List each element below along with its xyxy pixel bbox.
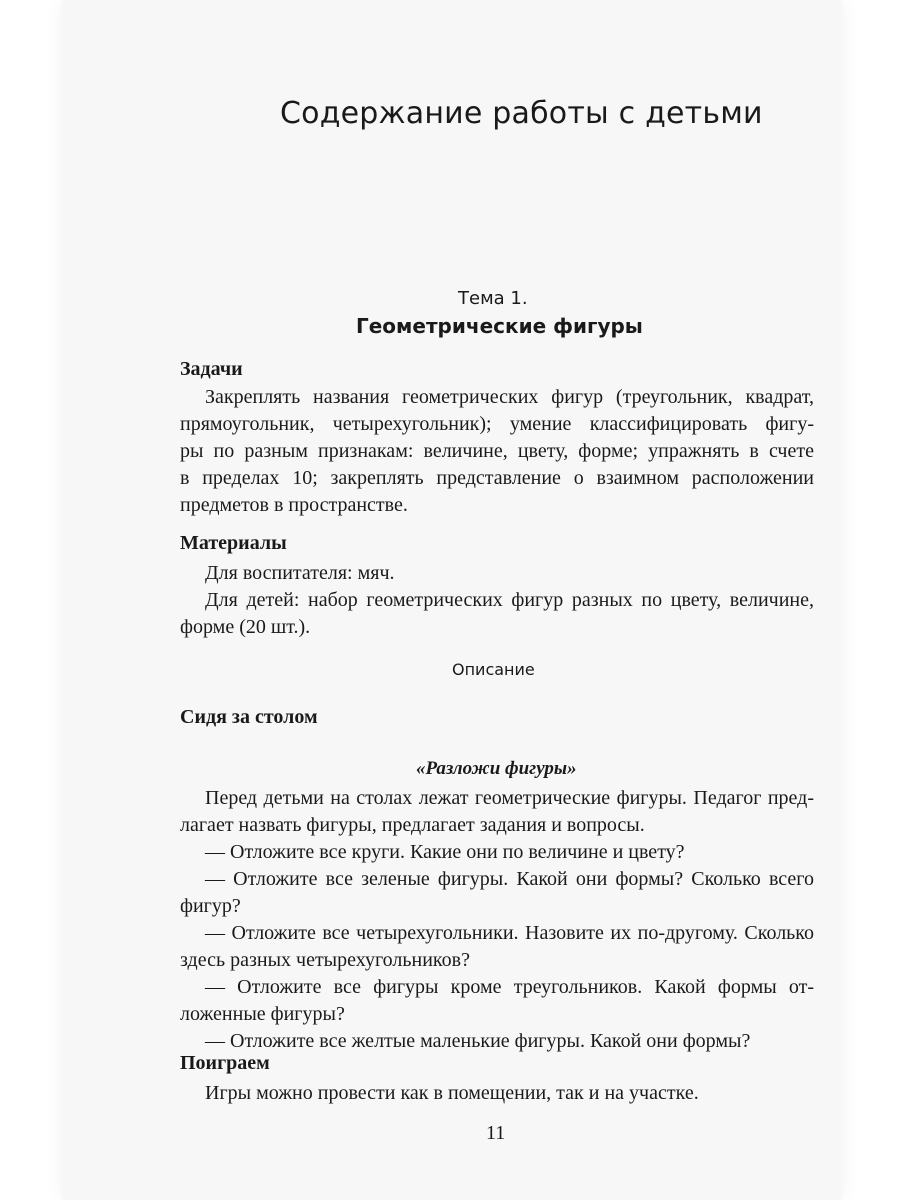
text-line: ложенные фигуры?: [180, 1003, 345, 1025]
play-paragraph: [180, 1080, 814, 1107]
text-line: Для детей: набор геометрических фигур разных по цвету, величине,: [205, 589, 814, 611]
text-line: — Отложите все четырехугольники. Назовите их по-другому. Сколько: [205, 922, 814, 944]
game-title: «Разложи фигуры»: [416, 758, 577, 779]
text-line: Закреплять названия геометрических фигур (треугольник, квадрат,: [205, 386, 814, 408]
topic-number: Тема 1.: [458, 288, 528, 309]
materials-heading: Материалы: [180, 532, 287, 554]
description-label: Описание: [452, 660, 535, 679]
text-line: лагает назвать фигуры, предлагает задания и вопросы.: [180, 814, 645, 836]
page-number: 11: [486, 1122, 506, 1144]
text-line: здесь разных четырехугольников?: [180, 949, 470, 971]
page-title: Содержание работы с детьми: [280, 96, 763, 131]
text-line: — Отложите все круги. Какие они по величине и цвету?: [205, 841, 685, 863]
text-line: — Отложите все желтые маленькие фигуры. Какой они формы?: [205, 1030, 751, 1052]
text-line: фигур?: [180, 895, 241, 917]
text-line: форме (20 шт.).: [180, 616, 311, 638]
text-line: ры по разным признакам: величине, цвету, форме; упражнять в счете: [180, 440, 814, 462]
sitting-heading: Сидя за столом: [180, 706, 318, 728]
play-heading: Поиграем: [180, 1052, 270, 1074]
tasks-heading: Задачи: [180, 358, 243, 380]
text-line: предметов в пространстве.: [180, 494, 408, 516]
text-line: Перед детьми на столах лежат геометрические фигуры. Педагог пред-: [205, 787, 814, 809]
game-paragraph: [180, 785, 814, 1055]
book-page: [62, 0, 842, 1200]
text-line: — Отложите все зеленые фигуры. Какой они формы? Сколько всего: [205, 868, 814, 890]
topic-title: Геометрические фигуры: [356, 314, 643, 338]
text-line: в пределах 10; закреплять представление о взаимном расположении: [180, 467, 814, 489]
text-line: Для воспитателя: мяч.: [205, 562, 395, 584]
text-line: Игры можно провести как в помещении, так и на участке.: [205, 1082, 699, 1104]
text-line: — Отложите все фигуры кроме треугольников. Какой формы от-: [205, 976, 814, 998]
materials-paragraph: [180, 560, 814, 641]
text-line: прямоугольник, четырехугольник); умение классифицировать фигу-: [180, 413, 814, 435]
tasks-paragraph: [180, 384, 814, 519]
